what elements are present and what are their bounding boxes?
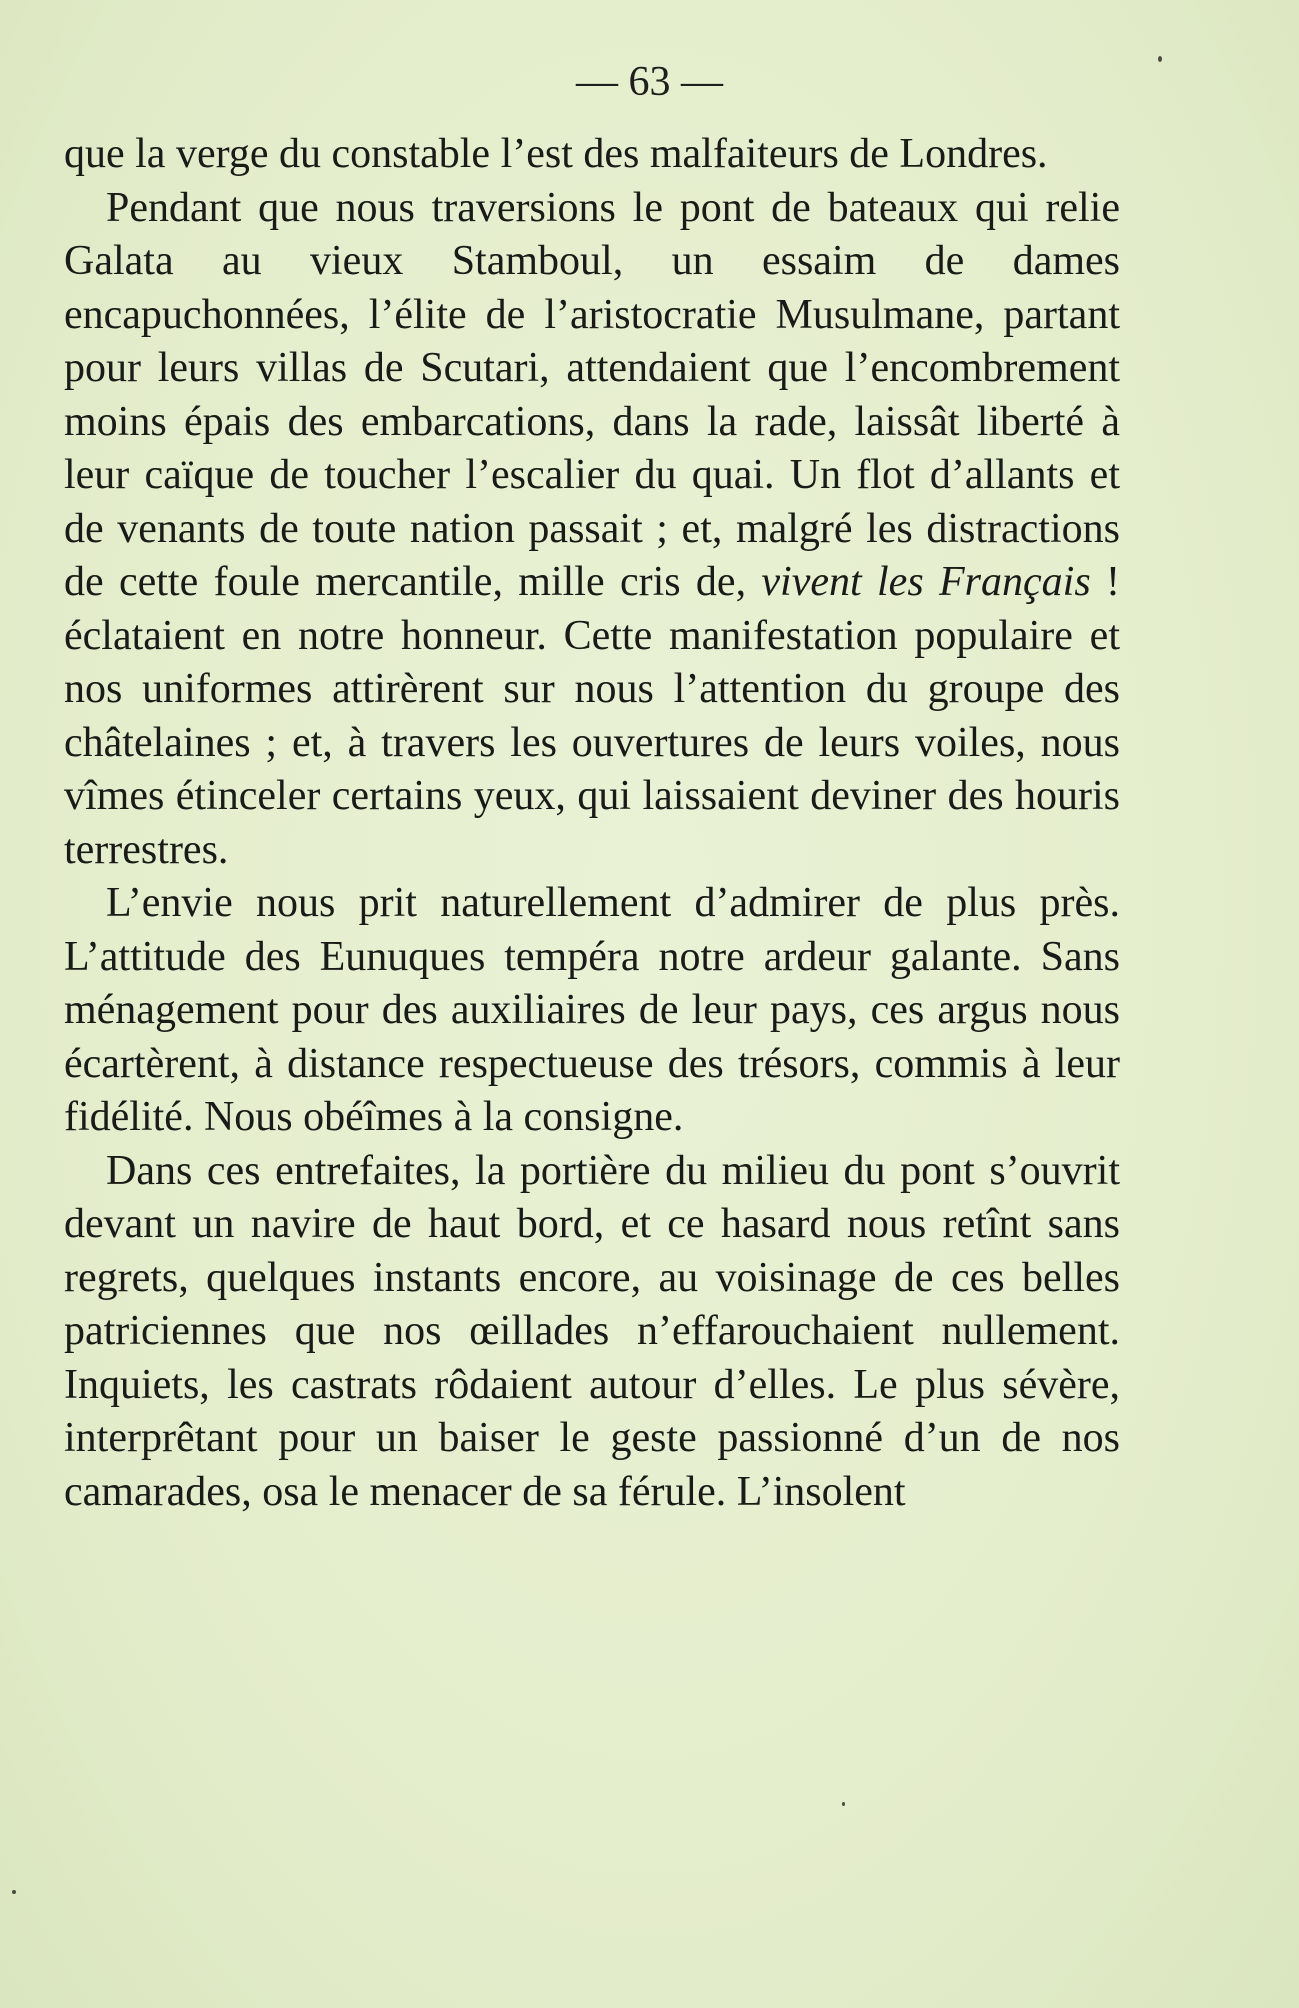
paragraph-3: L’envie nous prit naturellement d’admirer de plus près. L’attitude des Eunuques tempéra notre ardeur galante. Sans ménagement pour des auxiliaires de leur pays, ces argus nous écartèrent, à distance respectueuse des trésors, commis à leur fidélité. Nous obéîmes à la consigne. — [64, 880, 1120, 1140]
paragraph-4: Dans ces entrefaites, la portière du milieu du pont s’ouvrit devant un navire de haut bord, et ce hasard nous retînt sans regrets, quelques instants encore, au voisinage de ces belles patriciennes que nos œillades n’effarouchaient nullement. Inquiets, les castrats rôdaient autour d’elles. Le plus sévère, interprêtant pour un baiser le geste passionné d’un de nos camarades, osa le menacer de sa férule. L’insolent — [64, 1147, 1120, 1515]
paragraph-1: que la verge du constable l’est des malfaiteurs de Londres. — [64, 131, 1048, 177]
paragraph-2-italic-phrase: vivent les Français — [761, 559, 1091, 605]
page-number: — 63 — — [576, 59, 723, 105]
paragraph-2-text: Pendant que nous traversions le pont de bateaux qui relie Galata au vieux Stamboul, un essaim de dames encapuchonnées, l’élite de l’aristocratie Musulmane, partant pour leurs villas de Scutari, attendaient que l’encombrement moins épais des embarcations, dans la rade, laissât liberté à leur caïque de toucher l’escalier du quai. Un flot d’allants et de venants de toute nation passait ; et, malgré les distractions de cette foule mercantile, mille cris de, — [64, 184, 1120, 605]
paragraph-2 — [64, 182, 1120, 878]
paragraph-2-text-continued: ! éclataient en notre honneur. Cette manifestation populaire et nos uniformes attirèrent sur nous l’attention du groupe des châtelaines ; et, à travers les ouvertures de leurs voiles, nous vîmes étinceler certains yeux, qui laissaient deviner des houris terrestres. — [64, 559, 1120, 873]
paper-speck — [1158, 56, 1162, 62]
body-text — [64, 128, 1120, 1519]
paper-speck — [842, 1802, 845, 1806]
paper-speck — [12, 1890, 16, 1894]
